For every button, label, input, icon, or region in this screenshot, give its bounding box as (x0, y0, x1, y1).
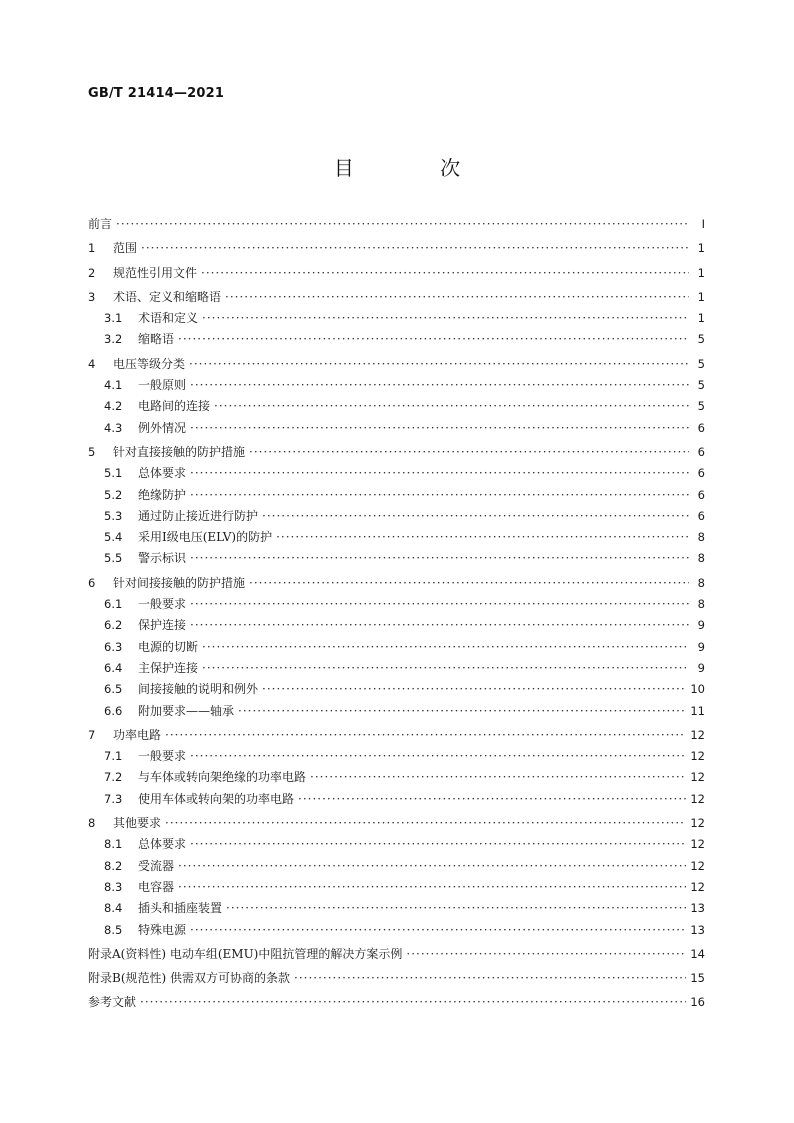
toc-entry[interactable] (88, 857, 705, 878)
toc-entry-page: 10 (690, 682, 705, 697)
toc-entry[interactable] (88, 443, 705, 464)
toc-entry-number: 8.3 (104, 879, 123, 894)
toc-entry-page: 8 (697, 597, 705, 612)
toc-entry-page: 8 (697, 551, 705, 566)
toc-entry-number: 1 (88, 241, 96, 256)
dot-leader (310, 770, 686, 784)
dot-leader (190, 923, 686, 937)
toc-entry[interactable] (88, 486, 705, 507)
toc-entry-label: 一般要求 (138, 749, 187, 764)
toc-entry[interactable] (88, 239, 705, 260)
toc-entry-number: 7.1 (104, 749, 123, 764)
toc-entry-page: 6 (697, 466, 705, 481)
toc-entry-label: 总体要求 (138, 837, 187, 852)
dot-leader (202, 640, 689, 654)
dot-leader (276, 530, 689, 544)
dot-leader (165, 816, 686, 830)
dot-leader (190, 837, 686, 851)
toc-entry[interactable] (88, 616, 705, 637)
dot-leader (238, 704, 686, 718)
toc-entry-page: 1 (697, 241, 705, 256)
toc-entry-number: 6.1 (104, 597, 123, 612)
toc-entry-label: 插头和插座装置 (138, 901, 223, 916)
toc-entry-page: 5 (697, 399, 705, 414)
toc-entry-label: 例外情况 (138, 420, 187, 435)
toc-entry-label: 电路间的连接 (138, 399, 211, 414)
toc-entry[interactable] (88, 288, 705, 309)
toc-entry-page: 15 (690, 971, 705, 986)
toc-entry-page: 12 (690, 816, 705, 831)
toc-entry-number: 3 (88, 289, 96, 304)
dot-leader (178, 332, 689, 346)
dot-leader (190, 466, 689, 480)
dot-leader (189, 357, 689, 371)
toc-entry-label: 术语、定义和缩略语 (113, 289, 222, 304)
toc-entry-page: 12 (690, 879, 705, 894)
toc-entry-label: 与车体或转向架绝缘的功率电路 (138, 770, 307, 785)
toc-entry-label: 受流器 (138, 858, 175, 873)
toc-entry[interactable] (88, 768, 705, 789)
toc-entry-label: 前言 (88, 217, 113, 231)
toc-entry[interactable] (88, 574, 705, 595)
toc-entry-number: 7 (88, 727, 96, 742)
toc-entry[interactable] (88, 595, 705, 616)
toc-entry-label: 警示标识 (138, 551, 187, 566)
toc-entry-number: 6.6 (104, 703, 123, 718)
toc-entry-page: 9 (697, 618, 705, 633)
dot-leader (190, 551, 689, 565)
dot-leader (249, 576, 689, 590)
dot-leader (178, 880, 686, 894)
toc-entry[interactable] (88, 397, 705, 418)
toc-entry[interactable] (88, 215, 705, 236)
dot-leader (202, 661, 689, 675)
toc-entry[interactable] (88, 549, 705, 570)
dot-leader (190, 378, 689, 392)
dot-leader (165, 728, 686, 742)
toc-entry[interactable] (88, 330, 705, 351)
dot-leader (298, 792, 686, 806)
dot-leader (226, 901, 686, 915)
toc-entry-page: 11 (690, 703, 705, 718)
toc-entry[interactable] (88, 921, 705, 942)
toc-entry-label: 使用车体或转向架的功率电路 (138, 791, 295, 806)
toc-entry-page: 12 (690, 791, 705, 806)
dot-leader (249, 445, 689, 459)
toc-entry-label: 保护连接 (138, 618, 187, 633)
toc-entry-page: 13 (690, 901, 705, 916)
toc-entry[interactable] (88, 969, 705, 990)
toc-entry[interactable] (88, 507, 705, 528)
toc-entry-page: 1 (697, 289, 705, 304)
toc-entry[interactable] (88, 355, 705, 376)
toc-entry-label: 范围 (113, 241, 138, 256)
standard-code: GB/T 21414—2021 (88, 86, 225, 101)
toc-entry-page: 1 (697, 311, 705, 326)
toc-entry-label: 一般要求 (138, 597, 187, 612)
toc-entry-number: 6.5 (104, 682, 123, 697)
toc-entry-label: 总体要求 (138, 466, 187, 481)
toc-entry-label: 电源的切断 (138, 639, 199, 654)
toc-entry-label: 规范性引用文件 (113, 265, 198, 280)
toc-entry-number: 5.5 (104, 551, 123, 566)
toc-entry-number: 8.2 (104, 858, 123, 873)
toc-entry[interactable] (88, 790, 705, 811)
dot-leader (190, 618, 689, 632)
table-of-contents (88, 215, 705, 1015)
toc-entry-label: 术语和定义 (138, 311, 199, 326)
toc-entry-number: 5.2 (104, 487, 123, 502)
toc-entry-page: 8 (697, 575, 705, 590)
dot-leader (190, 488, 689, 502)
toc-entry-page: 12 (690, 770, 705, 785)
dot-leader (190, 749, 686, 763)
toc-entry-number: 7.2 (104, 770, 123, 785)
toc-entry[interactable] (88, 945, 705, 966)
toc-entry-number: 4.3 (104, 420, 123, 435)
toc-entry-number: 4.2 (104, 399, 123, 414)
toc-entry-page: 9 (697, 639, 705, 654)
toc-entry-number: 6.4 (104, 660, 123, 675)
toc-entry[interactable] (88, 747, 705, 768)
toc-entry[interactable] (88, 376, 705, 397)
dot-leader (190, 421, 689, 435)
toc-entry-number: 5 (88, 444, 96, 459)
toc-entry-number: 5.3 (104, 508, 123, 523)
toc-entry-label: 主保护连接 (138, 660, 199, 675)
toc-entry-number: 3.1 (104, 311, 123, 326)
toc-entry[interactable] (88, 638, 705, 659)
toc-entry-label: 缩略语 (138, 332, 175, 347)
toc-entry-number: 6.2 (104, 618, 123, 633)
toc-entry[interactable] (88, 814, 705, 835)
toc-entry-page: 6 (697, 444, 705, 459)
toc-entry-page: 5 (697, 356, 705, 371)
dot-leader (202, 311, 689, 325)
toc-entry[interactable] (88, 419, 705, 440)
toc-entry-label: 间接接触的说明和例外 (138, 682, 259, 697)
toc-entry-label: 通过防止接近进行防护 (138, 508, 259, 523)
dot-leader (201, 266, 689, 280)
toc-entry-page: 5 (697, 378, 705, 393)
toc-entry[interactable] (88, 528, 705, 549)
dot-leader (294, 971, 686, 985)
dot-leader (140, 995, 686, 1009)
dot-leader (225, 290, 689, 304)
toc-entry[interactable] (88, 464, 705, 485)
toc-entry-number: 5.4 (104, 530, 123, 545)
toc-entry[interactable] (88, 726, 705, 747)
toc-entry[interactable] (88, 878, 705, 899)
toc-entry-page: 6 (697, 508, 705, 523)
toc-entry[interactable] (88, 899, 705, 920)
toc-entry[interactable] (88, 993, 705, 1014)
toc-entry-number: 8.5 (104, 922, 123, 937)
toc-entry[interactable] (88, 680, 705, 701)
toc-entry-number: 4.1 (104, 378, 123, 393)
toc-entry-page: 14 (690, 946, 705, 961)
toc-entry-page: 6 (697, 487, 705, 502)
toc-entry[interactable] (88, 835, 705, 856)
toc-entry-label: 附录A(资料性) 电动车组(EMU)中阻抗管理的解决方案示例 (88, 946, 403, 961)
toc-entry-number: 3.2 (104, 332, 123, 347)
toc-entry-number: 8.4 (104, 901, 123, 916)
toc-entry-page: 1 (697, 265, 705, 280)
toc-entry-number: 8.1 (104, 837, 123, 852)
toc-entry-number: 6.3 (104, 639, 123, 654)
dot-leader (262, 682, 686, 696)
toc-entry-label: 附录B(规范性) 供需双方可协商的条款 (88, 971, 290, 986)
dot-leader (178, 859, 686, 873)
toc-entry-number: 7.3 (104, 791, 123, 806)
toc-entry-page: 12 (690, 837, 705, 852)
dot-leader (406, 947, 686, 961)
toc-entry-page: 12 (690, 727, 705, 742)
toc-entry-label: 一般原则 (138, 378, 187, 393)
dot-leader (262, 509, 689, 523)
toc-entry-page: 16 (690, 995, 705, 1010)
toc-entry-number: 4 (88, 356, 96, 371)
toc-entry-page: 9 (697, 660, 705, 675)
toc-entry-page: 13 (690, 922, 705, 937)
toc-entry[interactable] (88, 702, 705, 723)
toc-entry-number: 6 (88, 575, 96, 590)
toc-entry-number: 2 (88, 265, 96, 280)
toc-entry-label: 功率电路 (113, 727, 162, 742)
toc-entry-page: 6 (697, 420, 705, 435)
toc-entry-label: 电压等级分类 (113, 356, 186, 371)
toc-entry[interactable] (88, 309, 705, 330)
page-title: 目 次 (333, 156, 501, 180)
dot-leader (141, 241, 689, 255)
toc-entry-label: 针对直接接触的防护措施 (113, 444, 246, 459)
toc-entry-label: 其他要求 (113, 816, 162, 831)
toc-entry-label: 附加要求——轴承 (138, 703, 235, 718)
toc-entry-page: 12 (690, 749, 705, 764)
toc-entry[interactable] (88, 659, 705, 680)
dot-leader (190, 597, 689, 611)
toc-entry[interactable] (88, 264, 705, 285)
toc-entry-page: 8 (697, 530, 705, 545)
toc-entry-label: 针对间接接触的防护措施 (113, 575, 246, 590)
toc-entry-label: 参考文献 (88, 995, 137, 1010)
toc-entry-label: 绝缘防护 (138, 487, 187, 502)
toc-entry-label: 电容器 (138, 879, 175, 894)
toc-entry-page: 12 (690, 858, 705, 873)
toc-entry-label: 采用Ⅰ级电压(ELV)的防护 (138, 530, 273, 545)
toc-entry-label: 特殊电源 (138, 922, 187, 937)
dot-leader (116, 217, 689, 231)
toc-entry-number: 8 (88, 816, 96, 831)
toc-entry-number: 5.1 (104, 466, 123, 481)
dot-leader (214, 399, 689, 413)
toc-entry-page: 5 (697, 332, 705, 347)
toc-entry-page: Ⅰ (701, 217, 705, 231)
